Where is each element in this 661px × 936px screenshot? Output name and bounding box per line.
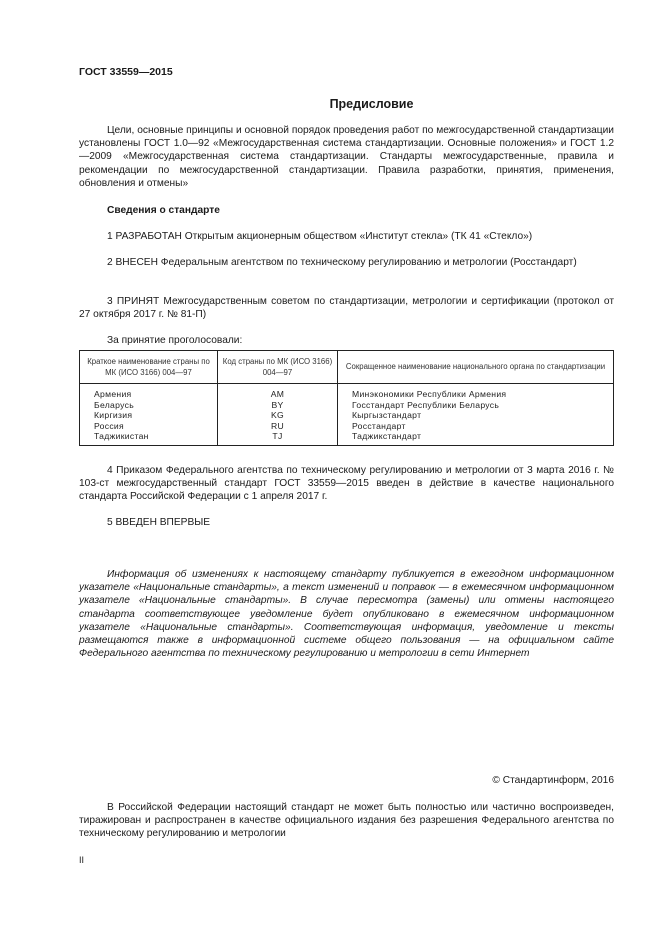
info-notice xyxy=(79,568,614,660)
item-3 xyxy=(79,295,614,321)
item-1 xyxy=(79,230,614,243)
national-body: Минэкономики Республики Армения xyxy=(338,384,614,400)
table-row xyxy=(80,410,614,421)
national-body: Росстандарт xyxy=(338,421,614,432)
table-row xyxy=(80,431,614,445)
country-code: TJ xyxy=(218,431,338,445)
item-2-text: 2 ВНЕСЕН Федеральным агентством по техническому регулированию и метрологии (Росстандарт) xyxy=(107,257,577,268)
item-3-text: 3 ПРИНЯТ Межгосударственным советом по стандартизации, метрологии и сертификации (протокол от 27 октября 2017 г. № 81-П) xyxy=(79,296,614,321)
section-heading xyxy=(79,204,614,217)
table-header-row xyxy=(80,351,614,384)
section-heading-text: Сведения о стандарте xyxy=(107,205,220,216)
voting-table xyxy=(79,350,614,446)
item-5 xyxy=(79,516,614,529)
table-row xyxy=(80,421,614,432)
intro-text: Цели, основные принципы и основной порядок проведения работ по межгосударственной стандартизации установлены ГОСТ 1.0—92 «Межгосударственная система стандартизации. Основные положения» и ГОСТ 1.2—2009 «Межгосударственная система стандартизации. Стандарты межгосударственные, правила и рекомендации по межгосударственной стандартизации. Правила разработки, принятия, применения, обновления и отмены» xyxy=(79,125,614,189)
table-row xyxy=(80,400,614,411)
country-code: AM xyxy=(218,384,338,400)
table-row xyxy=(80,384,614,400)
item-4-text: 4 Приказом Федерального агентства по техническому регулированию и метрологии от 3 марта 2016 г. № 103-ст межгосударственный стандарт ГОСТ 33559—2015 введен в действие в качестве национального стандарта Российской Федерации с 1 апреля 2017 г. xyxy=(79,465,614,503)
item-5-text: 5 ВВЕДЕН ВПЕРВЫЕ xyxy=(107,517,211,528)
item-4 xyxy=(79,464,614,504)
country-code: BY xyxy=(218,400,338,411)
page-number: II xyxy=(79,855,85,865)
national-body: Таджикстандарт xyxy=(338,431,614,445)
header-country-code: Код страны по МК (ИСО 3166) 004—97 xyxy=(218,351,338,384)
national-body: Кыргызстандарт xyxy=(338,410,614,421)
document-code: ГОСТ 33559—2015 xyxy=(79,66,173,78)
copyright: © Стандартинформ, 2016 xyxy=(492,775,614,786)
country-name: Киргизия xyxy=(80,410,218,421)
country-name: Армения xyxy=(80,384,218,400)
page-title: Предисловие xyxy=(329,97,414,111)
header-national-body: Сокращенное наименование национального органа по стандартизации xyxy=(338,351,614,384)
reproduction-notice xyxy=(79,801,614,841)
country-name: Таджикистан xyxy=(80,431,218,445)
reproduction-notice-text: В Российской Федерации настоящий стандарт не может быть полностью или частично воспроизведен, тиражирован и распространен в качестве официального издания без разрешения Федерального агентства по техническому регулированию и метрологии xyxy=(79,802,614,840)
header-country-name: Краткое наименование страны по МК (ИСО 3166) 004—97 xyxy=(80,351,218,384)
vote-label-text: За принятие проголосовали: xyxy=(107,335,243,346)
item-2 xyxy=(79,256,614,269)
national-body: Госстандарт Республики Беларусь xyxy=(338,400,614,411)
country-code: RU xyxy=(218,421,338,432)
info-notice-text: Информация об изменениях к настоящему стандарту публикуется в ежегодном информационном указателе «Национальные стандарты», а текст изменений и поправок — в ежемесячном информационном указателе «Национальные стандарты». В случае пересмотра (замены) или отмены настоящего стандарта соответствующее уведомление будет опубликовано в ежемесячном информационном указателе «Национальные стандарты». Соответствующая информация, уведомление и тексты размещаются также в информационной системе общего пользования — на официальном сайте Федерального агентства по техническому регулированию и метрологии в сети Интернет xyxy=(79,569,614,660)
country-code: KG xyxy=(218,410,338,421)
item-1-text: 1 РАЗРАБОТАН Открытым акционерным обществом «Институт стекла» (ТК 41 «Стекло») xyxy=(107,231,533,242)
intro-paragraph xyxy=(79,124,614,190)
vote-label xyxy=(79,334,614,347)
country-name: Россия xyxy=(80,421,218,432)
country-name: Беларусь xyxy=(80,400,218,411)
